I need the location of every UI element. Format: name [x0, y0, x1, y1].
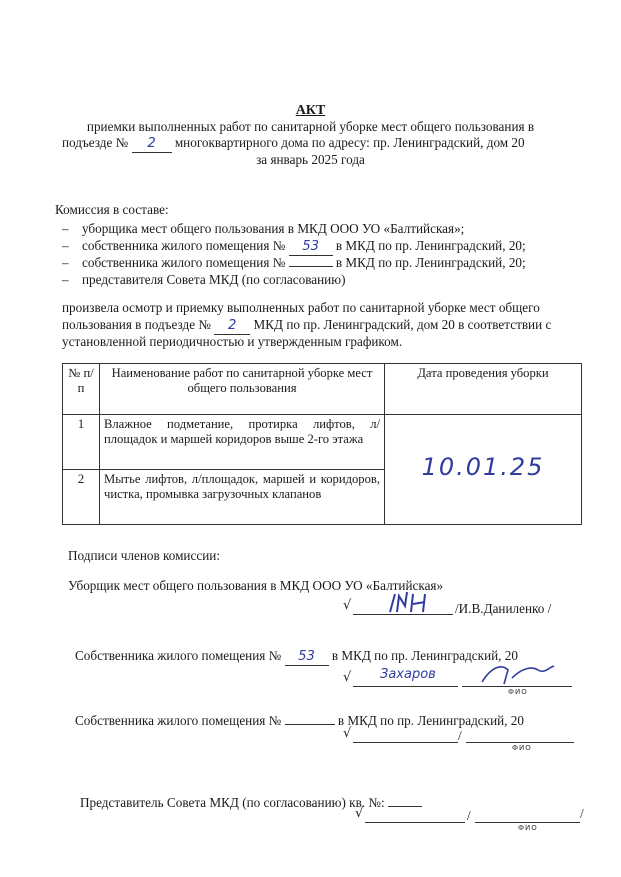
slash: / — [467, 808, 471, 823]
header-work: Наименование работ по санитарной уборке мест общего пользования — [100, 364, 385, 415]
signatures-heading: Подписи членов комиссии: — [68, 548, 220, 563]
owner2-line — [75, 713, 524, 729]
owner1-handwritten-name: Захаров — [380, 667, 436, 682]
owner1-label: Собственника жилого помещения № — [75, 648, 282, 663]
header-period: за январь 2025 года — [256, 152, 365, 167]
list-item-text: уборщика мест общего пользования в МКД ООО УО «Балтийская»; — [82, 221, 465, 236]
owner1-signature-icon — [478, 660, 558, 688]
owner2-address: в МКД по пр. Ленинградский, 20 — [337, 713, 524, 728]
apartment-number: 53 — [289, 239, 333, 256]
list-item-text: в МКД по пр. Ленинградский, 20; — [335, 255, 526, 270]
commission-intro: Комиссия в составе: — [55, 202, 169, 217]
header-date: Дата проведения уборки — [385, 364, 582, 415]
work-table — [62, 363, 582, 525]
owner1-address: в МКД по пр. Ленинградский, 20 — [331, 648, 518, 663]
list-dash: – — [62, 221, 69, 236]
signature-line — [365, 822, 465, 823]
table-row — [63, 415, 582, 470]
owner2-apartment — [285, 724, 335, 725]
owner1-apartment: 53 — [285, 649, 329, 666]
owner2-label: Собственника жилого помещения № — [75, 713, 282, 728]
fio-caption: ФИО — [518, 824, 538, 832]
cleaner-name: /И.В.Даниленко / — [455, 601, 552, 616]
check-mark: √ — [343, 670, 352, 685]
council-label: Представитель Совета МКД (по согласованию) кв. №: — [80, 795, 385, 810]
list-item — [62, 238, 526, 256]
body-line-3: установленной периодичностью и утвержденным графиком. — [62, 334, 403, 349]
body-entrance-number: 2 — [214, 318, 250, 335]
signature-line — [353, 742, 458, 743]
header-entrance-number: 2 — [132, 136, 172, 153]
slash: / — [458, 728, 462, 743]
check-mark: √ — [343, 726, 352, 741]
row-work: Влажное подметание, протирка лифтов, л/площадок и маршей коридоров выше 2-го этажа — [100, 415, 385, 470]
council-line — [80, 795, 422, 811]
council-apartment — [388, 806, 422, 807]
date-cell — [385, 415, 582, 525]
list-item — [62, 221, 464, 237]
cleaner-label: Уборщик мест общего пользования в МКД ООО УО «Балтийская» — [68, 578, 444, 593]
signature-line — [353, 686, 458, 687]
body-line-2 — [62, 317, 551, 335]
check-mark: √ — [343, 598, 352, 613]
list-item-text: собственника жилого помещения № — [82, 238, 286, 253]
header-entrance-label: подъезде № — [62, 135, 129, 150]
row-num: 2 — [63, 470, 100, 525]
list-dash: – — [62, 255, 69, 270]
header-address: многоквартирного дома по адресу: пр. Ленинградский, дом 20 — [174, 135, 525, 150]
table-header-row — [63, 364, 582, 415]
header-num: № п/п — [63, 364, 100, 415]
fio-line — [466, 742, 574, 743]
document-title: АКТ — [295, 103, 326, 118]
handwritten-date: 10.01.25 — [421, 453, 545, 481]
list-item-text: в МКД по пр. Ленинградский, 20; — [335, 238, 526, 253]
cleaner-signature-icon — [385, 590, 435, 616]
fio-caption: ФИО — [508, 688, 528, 696]
list-item — [62, 255, 526, 271]
list-item-text: представителя Совета МКД (по согласованию) — [82, 272, 346, 287]
apartment-number — [289, 266, 333, 267]
fio-line — [475, 822, 580, 823]
list-dash: – — [62, 238, 69, 253]
list-item — [62, 272, 345, 288]
row-num: 1 — [63, 415, 100, 470]
body-address: МКД по пр. Ленинградский, дом 20 в соответствии с — [253, 317, 552, 332]
body-line-1: произвела осмотр и приемку выполненных работ по санитарной уборке мест общего — [62, 300, 540, 315]
header-line-2 — [62, 135, 525, 153]
check-mark: √ — [355, 806, 364, 821]
fio-caption: ФИО — [512, 744, 532, 752]
owner1-line — [75, 648, 518, 666]
row-work: Мытье лифтов, л/площадок, маршей и коридоров, чистка, промывка загрузочных клапанов — [100, 470, 385, 525]
header-line-1: приемки выполненных работ по санитарной уборке мест общего пользования в — [86, 119, 535, 134]
slash: / — [580, 806, 584, 821]
list-item-text: собственника жилого помещения № — [82, 255, 286, 270]
list-dash: – — [62, 272, 69, 287]
body-entrance-label: пользования в подъезде № — [62, 317, 211, 332]
